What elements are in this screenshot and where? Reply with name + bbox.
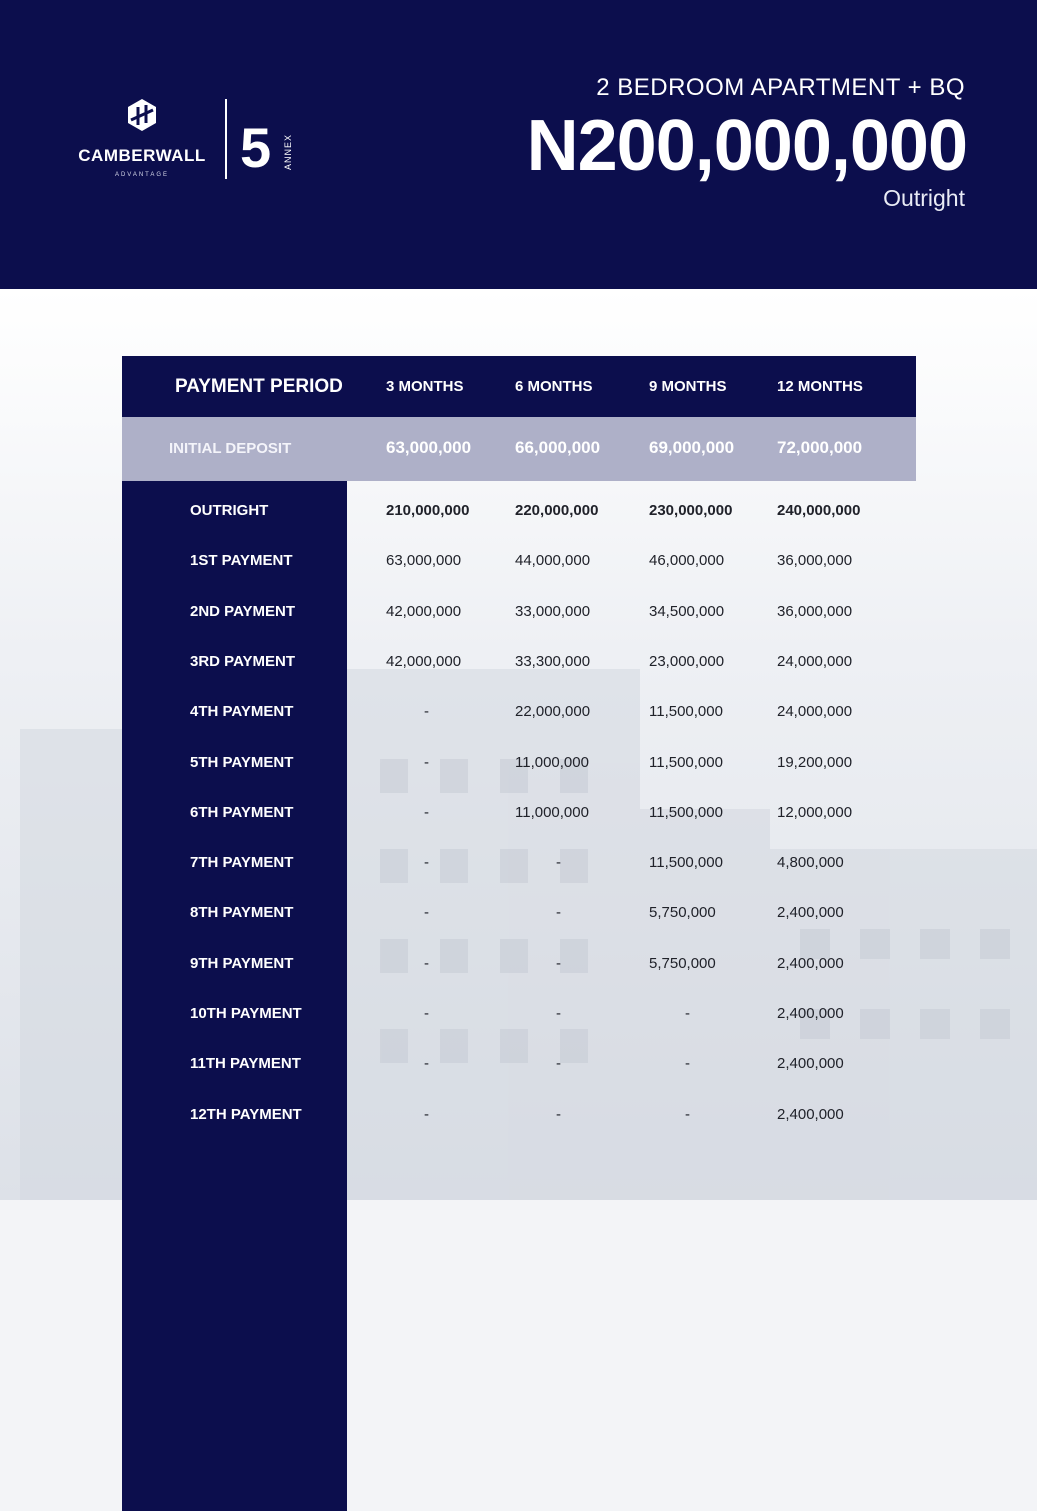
table-cell: 230,000,000 xyxy=(649,502,733,519)
table-cell: - xyxy=(556,1105,561,1123)
header-col-12-months: 12 MONTHS xyxy=(777,378,863,395)
table-cell: - xyxy=(556,954,561,972)
table-cell: 2,400,000 xyxy=(777,1005,844,1022)
brand-name: CAMBERWALL xyxy=(78,146,206,165)
deposit-label: INITIAL DEPOSIT xyxy=(169,440,292,457)
table-cell: - xyxy=(685,1055,690,1073)
row-label: 11TH PAYMENT xyxy=(190,1055,301,1073)
table-cell: 36,000,000 xyxy=(777,552,853,570)
table-cell: - xyxy=(424,904,429,922)
table-cell: - xyxy=(424,854,429,872)
table-cell: 36,000,000 xyxy=(777,602,853,620)
deposit-value: 69,000,000 xyxy=(649,438,735,457)
header-col-9-months: 9 MONTHS xyxy=(649,378,727,395)
table-cell: 24,000,000 xyxy=(777,652,853,670)
deposit-value: 63,000,000 xyxy=(386,438,472,457)
table-cell: - xyxy=(424,1055,429,1073)
deposit-value: 72,000,000 xyxy=(777,438,863,457)
table-cell: 12,000,000 xyxy=(777,803,853,821)
header-payment-period: PAYMENT PERIOD xyxy=(175,376,343,397)
table-cell: 23,000,000 xyxy=(649,652,725,670)
row-label: 7TH PAYMENT xyxy=(190,854,294,872)
table-cell: 22,000,000 xyxy=(515,703,591,721)
table-cell: 5,750,000 xyxy=(649,904,716,922)
deposit-value: 66,000,000 xyxy=(515,438,601,457)
table-cell: 42,000,000 xyxy=(386,602,462,620)
row-label: 12TH PAYMENT xyxy=(190,1105,302,1123)
header-banner xyxy=(0,0,1037,289)
row-label: 1ST PAYMENT xyxy=(190,552,293,570)
header-col-6-months: 6 MONTHS xyxy=(515,378,593,395)
price: N200,000,000 xyxy=(526,106,967,186)
table-cell: 11,500,000 xyxy=(649,803,723,821)
table-cell: - xyxy=(556,1005,561,1022)
brand-annex: ANNEX xyxy=(283,133,293,170)
row-label: OUTRIGHT xyxy=(190,502,269,519)
table-cell: - xyxy=(424,1005,429,1022)
apartment-type: 2 BEDROOM APARTMENT + BQ xyxy=(596,74,965,101)
table-cell: 5,750,000 xyxy=(649,954,716,972)
table-cell: 2,400,000 xyxy=(777,954,844,972)
table-header-row xyxy=(122,356,916,417)
table-cell: 2,400,000 xyxy=(777,1055,844,1073)
table-cell: - xyxy=(424,753,429,771)
brand-tagline: ADVANTAGE xyxy=(114,172,170,178)
table-cell: 11,500,000 xyxy=(649,753,723,771)
table-cell: 42,000,000 xyxy=(386,652,462,670)
row-label: 9TH PAYMENT xyxy=(190,954,294,972)
table-cell: 2,400,000 xyxy=(777,1105,844,1123)
table-cell: 11,500,000 xyxy=(649,703,723,721)
table-cell: - xyxy=(424,703,429,721)
table-cell: 24,000,000 xyxy=(777,703,853,721)
table-cell: 19,200,000 xyxy=(777,753,853,771)
table-cell: 33,300,000 xyxy=(515,652,591,670)
table-cell: 210,000,000 xyxy=(386,502,470,519)
table-cell: 2,400,000 xyxy=(777,904,844,922)
row-label: 2ND PAYMENT xyxy=(190,602,296,620)
table-cell: 11,000,000 xyxy=(515,803,589,821)
table-cell: - xyxy=(685,1005,690,1022)
table-cell: - xyxy=(685,1105,690,1123)
table-cell: 11,000,000 xyxy=(515,753,589,771)
header-col-3-months: 3 MONTHS xyxy=(386,378,464,395)
camberwall-logo-icon xyxy=(125,98,159,132)
brand-number: 5 xyxy=(240,116,272,179)
price-note: Outright xyxy=(883,185,965,211)
table-cell: - xyxy=(556,854,561,872)
table-cell: 240,000,000 xyxy=(777,502,861,519)
row-label: 4TH PAYMENT xyxy=(190,703,294,721)
row-label: 10TH PAYMENT xyxy=(190,1005,302,1022)
table-cell: 4,800,000 xyxy=(777,854,844,872)
row-label-column xyxy=(122,481,347,1511)
table-cell: 44,000,000 xyxy=(515,552,591,570)
table-cell: 33,000,000 xyxy=(515,602,591,620)
table-cell: 34,500,000 xyxy=(649,602,725,620)
table-cell: - xyxy=(556,1055,561,1073)
table-cell: - xyxy=(424,954,429,972)
table-cell: - xyxy=(424,1105,429,1123)
table-cell: 220,000,000 xyxy=(515,502,599,519)
table-cell: 11,500,000 xyxy=(649,854,723,872)
row-label: 6TH PAYMENT xyxy=(190,803,294,821)
initial-deposit-row xyxy=(122,417,916,481)
logo-divider xyxy=(225,99,227,179)
table-cell: - xyxy=(424,803,429,821)
row-label: 8TH PAYMENT xyxy=(190,904,294,922)
table-cell: 63,000,000 xyxy=(386,552,462,570)
row-label: 5TH PAYMENT xyxy=(190,753,294,771)
table-cell: 46,000,000 xyxy=(649,552,725,570)
row-label: 3RD PAYMENT xyxy=(190,652,296,670)
table-cell: - xyxy=(556,904,561,922)
